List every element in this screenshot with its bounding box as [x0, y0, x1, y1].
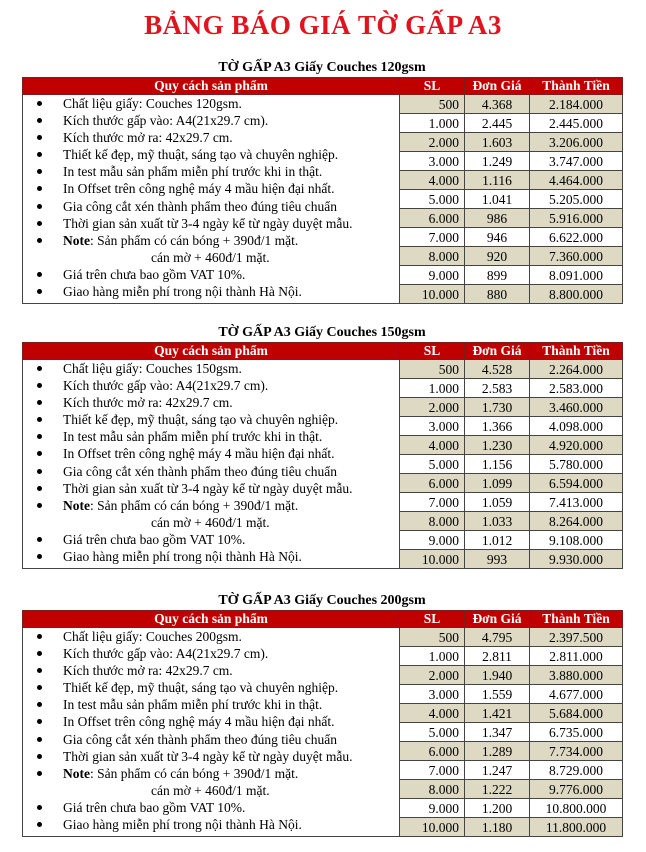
- note-label: Note: [63, 765, 90, 781]
- total-cell: 9.776.000: [530, 780, 623, 799]
- qty-cell: 1.000: [400, 647, 465, 666]
- bullet-icon: [37, 719, 42, 724]
- list-item: [23, 198, 399, 215]
- bullet-icon: [37, 186, 42, 191]
- note-text: : Sản phẩm có cán bóng + 390đ/1 mặt.: [90, 497, 299, 513]
- total-cell: 5.780.000: [530, 455, 623, 474]
- qty-cell: 10.000: [400, 818, 465, 837]
- unit-price-cell: 1.059: [465, 493, 530, 512]
- spec-text: Thiết kế đẹp, mỹ thuật, sáng tạo và chuyên nghiệp.: [63, 147, 339, 163]
- note-item: [23, 497, 399, 514]
- bullet-icon: [37, 383, 42, 388]
- qty-cell: 9.000: [400, 266, 465, 285]
- table-header-row: [23, 611, 623, 628]
- unit-price-cell: 1.421: [465, 704, 530, 723]
- header-unit-price: Đơn Giá: [465, 78, 530, 95]
- list-item: [23, 266, 399, 283]
- unit-price-cell: 1.099: [465, 474, 530, 493]
- list-item: [23, 463, 399, 480]
- spec-text: Thiết kế đẹp, mỹ thuật, sáng tạo và chuyên nghiệp.: [63, 680, 339, 696]
- list-item: [23, 163, 399, 180]
- note-continuation: [23, 514, 399, 531]
- total-cell: 3.880.000: [530, 666, 623, 685]
- header-total: Thành Tiền: [530, 78, 623, 95]
- unit-price-cell: 1.247: [465, 761, 530, 780]
- spec-cell: [23, 360, 400, 569]
- qty-cell: 5.000: [400, 455, 465, 474]
- unit-price-cell: 2.445: [465, 114, 530, 133]
- note-continuation: [23, 782, 399, 799]
- note-continuation: [23, 249, 399, 266]
- list-item: [23, 679, 399, 696]
- list-item: [23, 95, 399, 112]
- spec-text: Kích thước gấp vào: A4(21x29.7 cm).: [63, 113, 269, 129]
- unit-price-cell: 4.795: [465, 628, 530, 647]
- total-cell: 8.800.000: [530, 285, 623, 304]
- unit-price-cell: 4.368: [465, 95, 530, 114]
- unit-price-cell: 1.180: [465, 818, 530, 837]
- note-label: Note: [63, 497, 90, 513]
- spec-text: In test mẫu sản phẩm miễn phí trước khi in thật.: [63, 697, 323, 713]
- total-cell: 2.184.000: [530, 95, 623, 114]
- spec-text: Chất liệu giấy: Couches 150gsm.: [63, 361, 242, 376]
- list-item: [23, 112, 399, 129]
- bullet-icon: [37, 805, 42, 810]
- spec-text: Kích thước mở ra: 42x29.7 cm.: [63, 130, 233, 146]
- bullet-icon: [37, 469, 42, 474]
- spec-text: In Offset trên công nghệ máy 4 mầu hiện đại nhất.: [63, 181, 335, 197]
- spec-text: In test mẫu sản phẩm miễn phí trước khi in thật.: [63, 429, 323, 445]
- note-label: Note: [63, 232, 90, 248]
- header-qty: SL: [400, 78, 465, 95]
- bullet-icon: [37, 634, 42, 639]
- spec-text: Thiết kế đẹp, mỹ thuật, sáng tạo và chuyên nghiệp.: [63, 412, 339, 428]
- qty-cell: 6.000: [400, 474, 465, 493]
- unit-price-cell: 946: [465, 228, 530, 247]
- qty-cell: 6.000: [400, 742, 465, 761]
- qty-cell: 3.000: [400, 685, 465, 704]
- spec-text: In test mẫu sản phẩm miễn phí trước khi in thật.: [63, 164, 323, 180]
- qty-cell: 8.000: [400, 780, 465, 799]
- bullet-icon: [37, 737, 42, 742]
- total-cell: 11.800.000: [530, 818, 623, 837]
- list-item: [23, 180, 399, 197]
- unit-price-cell: 1.347: [465, 723, 530, 742]
- bullet-icon: [37, 417, 42, 422]
- qty-cell: 4.000: [400, 171, 465, 190]
- total-cell: 2.397.500: [530, 628, 623, 647]
- unit-price-cell: 920: [465, 247, 530, 266]
- bullet-icon: [37, 169, 42, 174]
- bullet-icon: [37, 685, 42, 690]
- unit-price-cell: 1.012: [465, 531, 530, 550]
- qty-cell: 500: [400, 360, 465, 379]
- list-item: [23, 480, 399, 497]
- list-item: [23, 713, 399, 730]
- qty-cell: 7.000: [400, 228, 465, 247]
- total-cell: 2.264.000: [530, 360, 623, 379]
- unit-price-cell: 1.116: [465, 171, 530, 190]
- qty-cell: 3.000: [400, 152, 465, 171]
- unit-price-cell: 1.041: [465, 190, 530, 209]
- price-table: [22, 342, 623, 569]
- spec-text: Chất liệu giấy: Couches 200gsm.: [63, 629, 242, 644]
- list-item: [23, 146, 399, 163]
- bullet-icon: [37, 366, 42, 371]
- bullet-icon: [37, 503, 42, 508]
- spec-text: Gia công cắt xén thành phẩm theo đúng tiêu chuẩn: [63, 463, 338, 479]
- bullet-icon: [37, 702, 42, 707]
- qty-cell: 5.000: [400, 190, 465, 209]
- total-cell: 7.734.000: [530, 742, 623, 761]
- list-item: [23, 548, 399, 565]
- spec-text: In Offset trên công nghệ máy 4 mầu hiện đại nhất.: [63, 714, 335, 730]
- bullet-icon: [37, 101, 42, 106]
- qty-cell: 7.000: [400, 761, 465, 780]
- table-row: [23, 360, 623, 379]
- spec-text: Kích thước mở ra: 42x29.7 cm.: [63, 663, 233, 679]
- total-cell: 2.445.000: [530, 114, 623, 133]
- bullet-icon: [37, 651, 42, 656]
- unit-price-cell: 1.289: [465, 742, 530, 761]
- list-item: [23, 129, 399, 146]
- qty-cell: 1.000: [400, 114, 465, 133]
- total-cell: 3.460.000: [530, 398, 623, 417]
- unit-price-cell: 1.222: [465, 780, 530, 799]
- qty-cell: 2.000: [400, 666, 465, 685]
- spec-text: Giá trên chưa bao gồm VAT 10%.: [63, 799, 246, 815]
- total-cell: 7.413.000: [530, 493, 623, 512]
- list-item: [23, 360, 399, 377]
- table-header-row: [23, 78, 623, 95]
- section-title: TỜ GẤP A3 Giấy Couches 200gsm: [218, 593, 426, 608]
- header-qty: SL: [400, 343, 465, 360]
- total-cell: 8.264.000: [530, 512, 623, 531]
- list-item: [23, 215, 399, 232]
- qty-cell: 6.000: [400, 209, 465, 228]
- bullet-icon: [37, 537, 42, 542]
- price-table: [22, 610, 623, 837]
- note-text: : Sản phẩm có cán bóng + 390đ/1 mặt.: [90, 232, 299, 248]
- bullet-icon: [37, 289, 42, 294]
- list-item: [23, 731, 399, 748]
- price-table: [22, 77, 623, 304]
- spec-text: Kích thước gấp vào: A4(21x29.7 cm).: [63, 646, 269, 662]
- qty-cell: 9.000: [400, 799, 465, 818]
- header-spec: Quy cách sản phẩm: [23, 343, 400, 360]
- bullet-icon: [37, 272, 42, 277]
- header-spec: Quy cách sản phẩm: [23, 78, 400, 95]
- total-cell: 4.098.000: [530, 417, 623, 436]
- qty-cell: 5.000: [400, 723, 465, 742]
- spec-text: In Offset trên công nghệ máy 4 mầu hiện đại nhất.: [63, 446, 335, 462]
- unit-price-cell: 1.559: [465, 685, 530, 704]
- bullet-icon: [37, 135, 42, 140]
- qty-cell: 10.000: [400, 285, 465, 304]
- bullet-icon: [37, 152, 42, 157]
- qty-cell: 500: [400, 95, 465, 114]
- total-cell: 4.920.000: [530, 436, 623, 455]
- header-unit-price: Đơn Giá: [465, 343, 530, 360]
- bullet-icon: [37, 238, 42, 243]
- qty-cell: 1.000: [400, 379, 465, 398]
- spec-text: Kích thước gấp vào: A4(21x29.7 cm).: [63, 378, 269, 394]
- price-section: [22, 60, 622, 304]
- section-title: TỜ GẤP A3 Giấy Couches 120gsm: [218, 60, 426, 75]
- note-text: : Sản phẩm có cán bóng + 390đ/1 mặt.: [90, 765, 299, 781]
- spec-list: [23, 360, 399, 565]
- total-cell: 6.622.000: [530, 228, 623, 247]
- list-item: [23, 696, 399, 713]
- unit-price-cell: 986: [465, 209, 530, 228]
- total-cell: 9.108.000: [530, 531, 623, 550]
- unit-price-cell: 2.811: [465, 647, 530, 666]
- unit-price-cell: 880: [465, 285, 530, 304]
- bullet-icon: [37, 118, 42, 123]
- total-cell: 5.684.000: [530, 704, 623, 723]
- spec-text: Giá trên chưa bao gồm VAT 10%.: [63, 531, 246, 547]
- section-title: TỜ GẤP A3 Giấy Couches 150gsm: [218, 325, 426, 340]
- list-item: [23, 645, 399, 662]
- table-row: [23, 95, 623, 114]
- total-cell: 3.206.000: [530, 133, 623, 152]
- header-total: Thành Tiền: [530, 611, 623, 628]
- spec-text: Thời gian sản xuất từ 3-4 ngày kể từ ngày duyệt mẫu.: [63, 748, 353, 764]
- list-item: [23, 662, 399, 679]
- bullet-icon: [37, 486, 42, 491]
- list-item: [23, 531, 399, 548]
- list-item: [23, 411, 399, 428]
- qty-cell: 2.000: [400, 398, 465, 417]
- spec-text: Gia công cắt xén thành phẩm theo đúng tiêu chuẩn: [63, 731, 338, 747]
- list-item: [23, 428, 399, 445]
- unit-price-cell: 1.603: [465, 133, 530, 152]
- unit-price-cell: 1.230: [465, 436, 530, 455]
- total-cell: 6.735.000: [530, 723, 623, 742]
- qty-cell: 3.000: [400, 417, 465, 436]
- bullet-icon: [37, 221, 42, 226]
- header-total: Thành Tiền: [530, 343, 623, 360]
- qty-cell: 500: [400, 628, 465, 647]
- spec-cell: [23, 628, 400, 837]
- qty-cell: 4.000: [400, 704, 465, 723]
- spec-text: Giá trên chưa bao gồm VAT 10%.: [63, 266, 246, 282]
- total-cell: 8.729.000: [530, 761, 623, 780]
- unit-price-cell: 993: [465, 550, 530, 569]
- bullet-icon: [37, 668, 42, 673]
- note-item: [23, 232, 399, 249]
- bullet-icon: [37, 400, 42, 405]
- bullet-icon: [37, 771, 42, 776]
- spec-text: Chất liệu giấy: Couches 120gsm.: [63, 96, 242, 111]
- bullet-icon: [37, 204, 42, 209]
- qty-cell: 9.000: [400, 531, 465, 550]
- spec-cell: [23, 95, 400, 304]
- total-cell: 2.583.000: [530, 379, 623, 398]
- qty-cell: 4.000: [400, 436, 465, 455]
- spec-text: Kích thước mở ra: 42x29.7 cm.: [63, 395, 233, 411]
- bullet-icon: [37, 554, 42, 559]
- spec-text: Thời gian sản xuất từ 3-4 ngày kể từ ngày duyệt mẫu.: [63, 215, 353, 231]
- spec-list: [23, 628, 399, 833]
- list-item: [23, 628, 399, 645]
- qty-cell: 8.000: [400, 512, 465, 531]
- unit-price-cell: 1.249: [465, 152, 530, 171]
- total-cell: 2.811.000: [530, 647, 623, 666]
- note-cont-text: cán mờ + 460đ/1 mặt.: [151, 249, 270, 265]
- spec-text: Giao hàng miễn phí trong nội thành Hà Nội.: [63, 284, 302, 300]
- total-cell: 9.930.000: [530, 550, 623, 569]
- unit-price-cell: 1.156: [465, 455, 530, 474]
- spec-list: [23, 95, 399, 300]
- total-cell: 5.916.000: [530, 209, 623, 228]
- table-header-row: [23, 343, 623, 360]
- qty-cell: 7.000: [400, 493, 465, 512]
- header-spec: Quy cách sản phẩm: [23, 611, 400, 628]
- spec-text: Giao hàng miễn phí trong nội thành Hà Nội.: [63, 817, 302, 833]
- total-cell: 5.205.000: [530, 190, 623, 209]
- price-section: [22, 593, 622, 837]
- list-item: [23, 445, 399, 462]
- total-cell: 4.464.000: [530, 171, 623, 190]
- spec-text: Giao hàng miễn phí trong nội thành Hà Nội.: [63, 549, 302, 565]
- qty-cell: 8.000: [400, 247, 465, 266]
- bullet-icon: [37, 822, 42, 827]
- total-cell: 6.594.000: [530, 474, 623, 493]
- bullet-icon: [37, 754, 42, 759]
- list-item: [23, 283, 399, 300]
- total-cell: 3.747.000: [530, 152, 623, 171]
- list-item: [23, 394, 399, 411]
- spec-text: Thời gian sản xuất từ 3-4 ngày kể từ ngày duyệt mẫu.: [63, 480, 353, 496]
- unit-price-cell: 1.033: [465, 512, 530, 531]
- list-item: [23, 377, 399, 394]
- bullet-icon: [37, 434, 42, 439]
- list-item: [23, 816, 399, 833]
- qty-cell: 2.000: [400, 133, 465, 152]
- qty-cell: 10.000: [400, 550, 465, 569]
- unit-price-cell: 4.528: [465, 360, 530, 379]
- note-cont-text: cán mờ + 460đ/1 mặt.: [151, 782, 270, 798]
- total-cell: 7.360.000: [530, 247, 623, 266]
- price-section: [22, 325, 622, 569]
- header-qty: SL: [400, 611, 465, 628]
- list-item: [23, 748, 399, 765]
- unit-price-cell: 1.200: [465, 799, 530, 818]
- unit-price-cell: 1.366: [465, 417, 530, 436]
- list-item: [23, 799, 399, 816]
- total-cell: 8.091.000: [530, 266, 623, 285]
- bullet-icon: [37, 451, 42, 456]
- spec-text: Gia công cắt xén thành phẩm theo đúng tiêu chuẩn: [63, 198, 338, 214]
- note-cont-text: cán mờ + 460đ/1 mặt.: [151, 514, 270, 530]
- unit-price-cell: 1.730: [465, 398, 530, 417]
- total-cell: 10.800.000: [530, 799, 623, 818]
- page-title: BẢNG BÁO GIÁ TỜ GẤP A3: [144, 10, 502, 40]
- unit-price-cell: 1.940: [465, 666, 530, 685]
- note-item: [23, 765, 399, 782]
- total-cell: 4.677.000: [530, 685, 623, 704]
- header-unit-price: Đơn Giá: [465, 611, 530, 628]
- table-row: [23, 628, 623, 647]
- unit-price-cell: 899: [465, 266, 530, 285]
- unit-price-cell: 2.583: [465, 379, 530, 398]
